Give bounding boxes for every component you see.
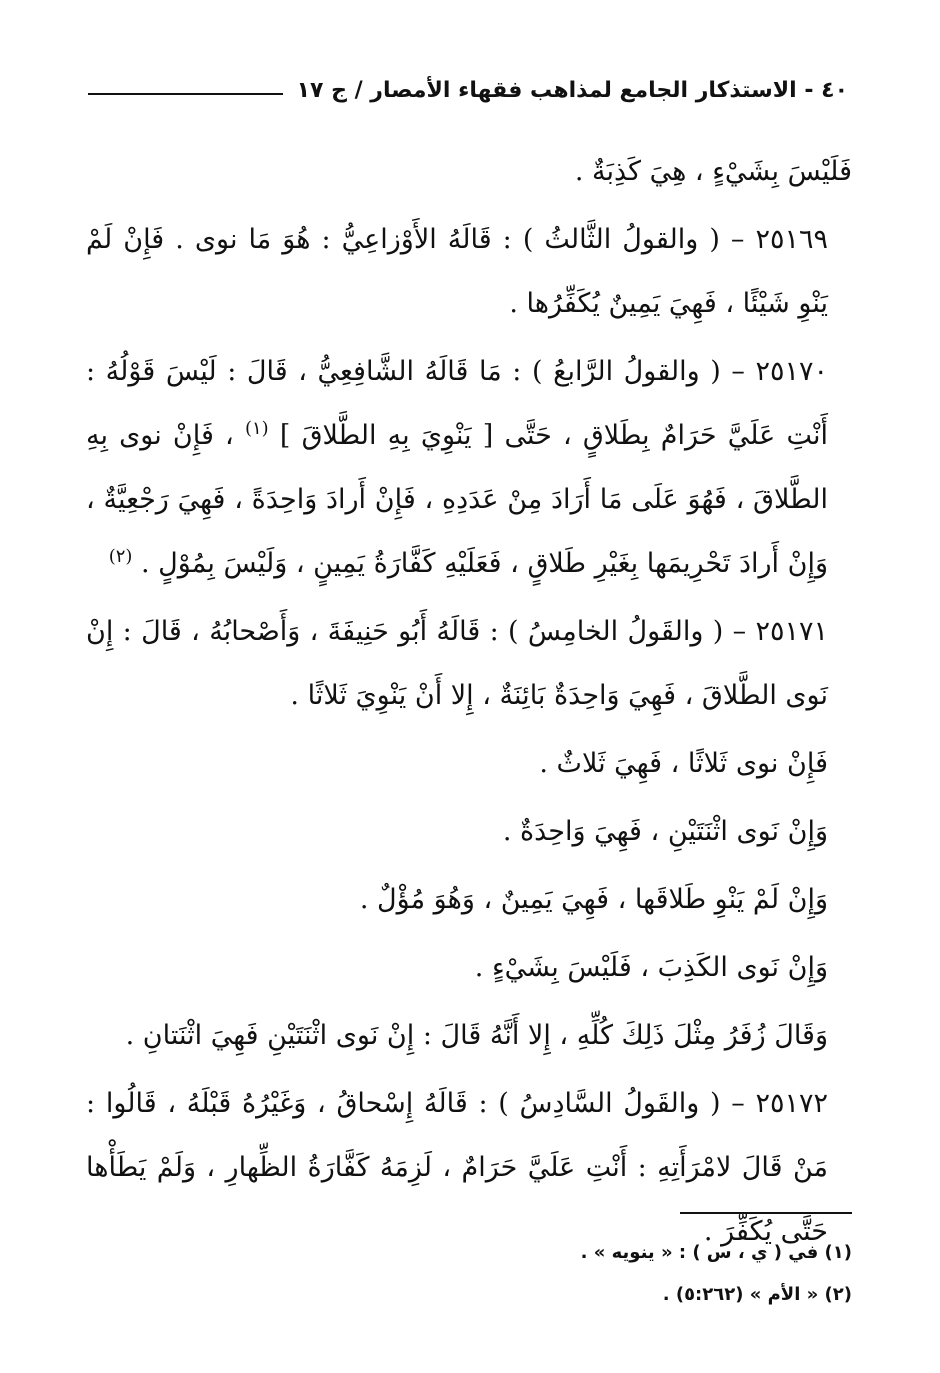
sub-line-3: وَإِنْ لَمْ يَنْوِ طَلاقَها ، فَهِيَ يَمِينٌ ، وَهُوَ مُؤْلٌ . [359, 884, 828, 915]
paragraph-number: ٢٥١٦٩ [755, 224, 828, 255]
paragraph-number: ٢٥١٧١ [755, 616, 828, 647]
running-header [88, 70, 848, 110]
footnote-ref-1: (١) [244, 418, 269, 439]
sub-line-1: فَإِنْ نوى ثَلاثًا ، فَهِيَ ثَلاثٌ . [539, 748, 828, 779]
main-text [86, 140, 852, 1268]
footnote-1: (١) في ( ي ، س ) : « ينويه » . [580, 1242, 852, 1263]
paragraph-text: – ( والقَولُ السَّادِسُ ) : قَالَهُ إِسْحاقُ ، وَغَيْرُهُ قَبْلَهُ ، قَالُوا : مَنْ قَالَ لامْرَأَتِهِ : أَنْتِ عَلَيَّ حَرَامٌ ، لَزِمَهُ كَفَّارَةُ الظِّهارِ ، وَلَمْ يَطَأْها حَتَّى يُكَفِّرَ . [86, 1088, 828, 1247]
paragraph-25170 [86, 340, 852, 596]
footnote-2: (٢) « الأم » (٥:٢٦٢) . [662, 1284, 852, 1305]
paragraph-text: – ( والقولُ الثَّالثُ ) : قَالَهُ الأَوْزاعِيُّ : هُوَ مَا نوى . فَإِنْ لَمْ يَنْوِ شَيْئًا ، فَهِيَ يَمِينٌ يُكَفِّرُها . [86, 224, 828, 319]
paragraph-number: ٢٥١٧٠ [755, 356, 828, 387]
paragraph-text: – ( والقولُ الرَّابعُ ) : مَا قَالَهُ الشَّافِعِيُّ ، قَالَ : لَيْسَ قَوْلُهُ : أَنْتِ عَلَيَّ حَرَامٌ بِطَلاقٍ ، حَتَّى [ يَنْوِيَ بِهِ الطَّلاقَ ] [86, 356, 828, 451]
sub-line-4: وَإِنْ نَوى الكَذِبَ ، فَلَيْسَ بِشَيْءٍ . [474, 952, 828, 983]
paragraph-text-cont: ، فَإِنْ نوى بِهِ الطَّلاقَ ، فَهُوَ عَلَى مَا أَرَادَ مِنْ عَدَدِهِ ، فَإِنْ أَرادَ وَاحِدَةً ، فَهِيَ رَجْعِيَّةٌ ، وَإِنْ أَرادَ تَحْرِيمَها بِغَيْرِ طَلاقٍ ، فَعَلَيْهِ كَفَّارَةُ يَمِينٍ ، وَلَيْسَ بِمُوْلٍ . [86, 420, 828, 579]
sub-line-2: وَإِنْ نَوى اثْنَتَيْنِ ، فَهِيَ وَاحِدَةٌ . [502, 816, 828, 847]
footnotes [86, 1232, 852, 1316]
sub-line-5: وَقَالَ زُفَرُ مِثْلَ ذَلِكَ كُلِّهِ ، إِلا أَنَّهُ قَالَ : إِنْ نَوى اثْنَتَيْنِ فَهِيَ اثْنَتانِ . [125, 1020, 828, 1051]
header-rule [88, 93, 283, 95]
footnote-separator [680, 1212, 852, 1214]
header-title: ٤٠ - الاستذكار الجامع لمذاهب فقهاء الأمصار / ج ١٧ [296, 77, 848, 103]
paragraph-continuation: فَلَيْسَ بِشَيْءٍ ، هِيَ كَذِبَةٌ . [574, 156, 852, 187]
paragraph-number: ٢٥١٧٢ [755, 1088, 829, 1119]
footnote-ref-2: (٢) [108, 546, 133, 567]
paragraph-25169 [86, 208, 852, 336]
paragraph-25171 [86, 600, 852, 728]
paragraph-text: – ( والقَولُ الخامِسُ ) : قَالَهُ أَبُو حَنِيفَةَ ، وَأَصْحابُهُ ، قَالَ : إِنْ نَوى الطَّلاقَ ، فَهِيَ وَاحِدَةٌ بَائِنَةٌ ، إِلا أَنْ يَنْوِيَ ثَلاثًا . [86, 616, 828, 711]
